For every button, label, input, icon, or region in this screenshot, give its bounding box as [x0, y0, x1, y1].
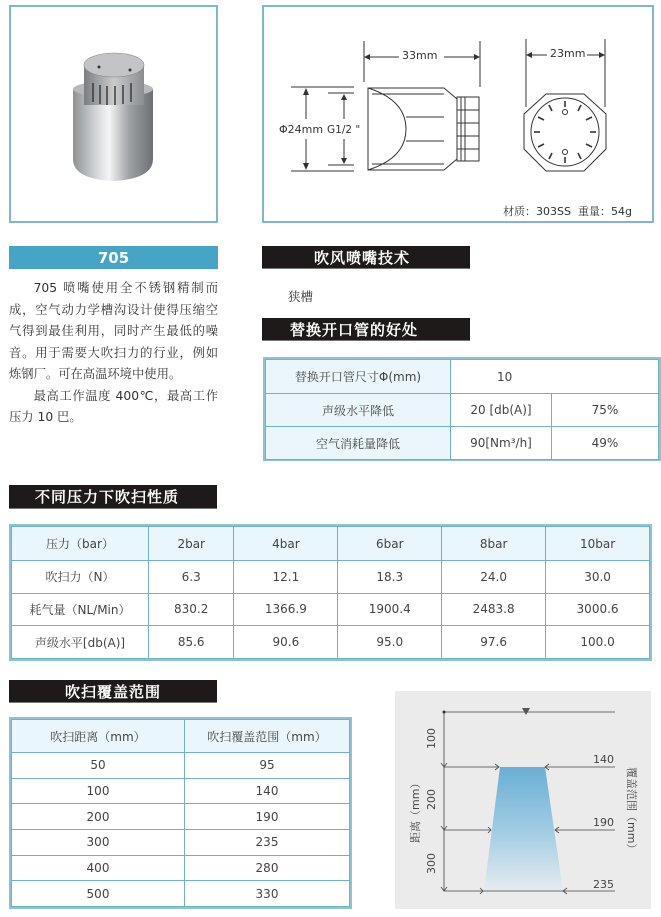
distance-cell: 200: [12, 804, 185, 830]
diameter-label: Φ24mm: [279, 123, 324, 136]
row-label: 耗气量（NL/Min）: [12, 593, 149, 626]
width-label: 235: [593, 878, 614, 891]
table-cell: 24.0: [442, 561, 546, 594]
table-cell: 12.1: [234, 561, 338, 594]
table-row: [266, 360, 659, 394]
description-paragraph-2: 最高工作温度 400℃，最高工作压力 10 巴。: [9, 388, 218, 424]
table-cell: 97.6: [442, 626, 546, 659]
distance-cell: 500: [12, 881, 185, 907]
column-header: 吹扫距离（mm）: [12, 720, 185, 753]
row-label: 声级水平[db(A)]: [12, 626, 149, 659]
coverage-cell: 140: [185, 778, 350, 804]
table-row: [12, 626, 650, 659]
thread-label: G1/2 ": [327, 124, 361, 136]
product-photo-frame: [9, 5, 218, 223]
product-description: [9, 278, 218, 429]
benefit-label: 空气消耗量降低: [266, 427, 451, 460]
width-dimension-label: 23mm: [550, 47, 586, 60]
column-header: 8bar: [442, 527, 546, 561]
coverage-section-header: [9, 680, 217, 703]
benefit-section-title: 替换开口管的好处: [290, 320, 419, 339]
table-header-row: [12, 720, 350, 753]
distance-cell: 400: [12, 855, 185, 881]
distance-segment-label: 200: [425, 789, 438, 810]
benefit-label: 声级水平降低: [266, 394, 451, 427]
table-cell: 3000.6: [546, 593, 650, 626]
right-axis-label: 覆盖范围（mm）: [625, 767, 638, 855]
distance-segment-label: 100: [425, 728, 438, 749]
row-label: 吹扫力（N）: [12, 561, 149, 594]
benefit-value: 10: [451, 360, 659, 394]
width-label: 190: [593, 816, 614, 829]
left-axis-label: 距离（mm）: [409, 777, 422, 843]
table-cell: 2483.8: [442, 593, 546, 626]
coverage-cell: 330: [185, 881, 350, 907]
model-header: [9, 246, 218, 269]
tech-value: 狭槽: [288, 289, 314, 304]
coverage-cell: 190: [185, 804, 350, 830]
tech-section-title: 吹风喷嘴技术: [314, 248, 411, 267]
nozzle-photo-icon: [11, 7, 216, 221]
table-row: [12, 593, 650, 626]
benefit-value: 90[Nm³/h]: [451, 427, 552, 460]
table-cell: 90.6: [234, 626, 338, 659]
table-cell: 1366.9: [234, 593, 338, 626]
table-row: [266, 427, 659, 460]
column-header: 10bar: [546, 527, 650, 561]
column-header: 4bar: [234, 527, 338, 561]
benefit-percent: 49%: [552, 427, 659, 460]
table-row: [12, 778, 350, 804]
technical-drawing-frame: [262, 5, 654, 223]
table-cell: 95.0: [338, 626, 442, 659]
table-row: [12, 804, 350, 830]
length-dimension-label: 33mm: [402, 49, 438, 62]
column-header: 6bar: [338, 527, 442, 561]
tech-section-header: [262, 246, 470, 269]
distance-segment-label: 300: [425, 853, 438, 874]
model-number: 705: [97, 248, 130, 267]
table-cell: 85.6: [149, 626, 234, 659]
width-label: 140: [593, 753, 614, 766]
pressure-section-header: [9, 485, 217, 509]
material-weight-spec: 材质：303SS 重量：54g: [503, 205, 632, 218]
pressure-table: [9, 524, 652, 661]
table-row: [12, 561, 650, 594]
table-row: [12, 753, 350, 779]
table-row: [12, 881, 350, 907]
table-cell: 18.3: [338, 561, 442, 594]
column-header: 压力（bar）: [12, 527, 149, 561]
benefit-table: [263, 357, 661, 461]
coverage-table: [9, 717, 352, 909]
table-header-row: [12, 527, 650, 561]
benefit-value: 20 [db(A)]: [451, 394, 552, 427]
coverage-cell: 95: [185, 753, 350, 779]
benefit-label: 替换开口管尺寸Φ(mm): [266, 360, 451, 394]
table-cell: 830.2: [149, 593, 234, 626]
table-row: [266, 394, 659, 427]
distance-cell: 50: [12, 753, 185, 779]
description-paragraph-1: 705 喷嘴使用全不锈钢精制而成，空气动力学槽沟设计使得压缩空气得到最佳利用，同时产生最低的噪音。用于需要大吹扫力的行业，例如炼钢厂。可在高温环境中使用。: [9, 281, 218, 381]
table-cell: 100.0: [546, 626, 650, 659]
benefit-percent: 75%: [552, 394, 659, 427]
table-cell: 30.0: [546, 561, 650, 594]
coverage-cell: 235: [185, 829, 350, 855]
column-header: 吹扫覆盖范围（mm）: [185, 720, 350, 753]
table-row: [12, 829, 350, 855]
benefit-section-header: [262, 318, 470, 341]
pressure-section-title: 不同压力下吹扫性质: [35, 488, 180, 506]
table-cell: 6.3: [149, 561, 234, 594]
table-cell: 1900.4: [338, 593, 442, 626]
dimension-drawing-icon: [264, 7, 652, 221]
column-header: 2bar: [149, 527, 234, 561]
table-row: [12, 855, 350, 881]
coverage-diagram: [395, 691, 651, 909]
distance-cell: 100: [12, 778, 185, 804]
coverage-cell: 280: [185, 855, 350, 881]
distance-cell: 300: [12, 829, 185, 855]
coverage-section-title: 吹扫覆盖范围: [65, 682, 162, 701]
